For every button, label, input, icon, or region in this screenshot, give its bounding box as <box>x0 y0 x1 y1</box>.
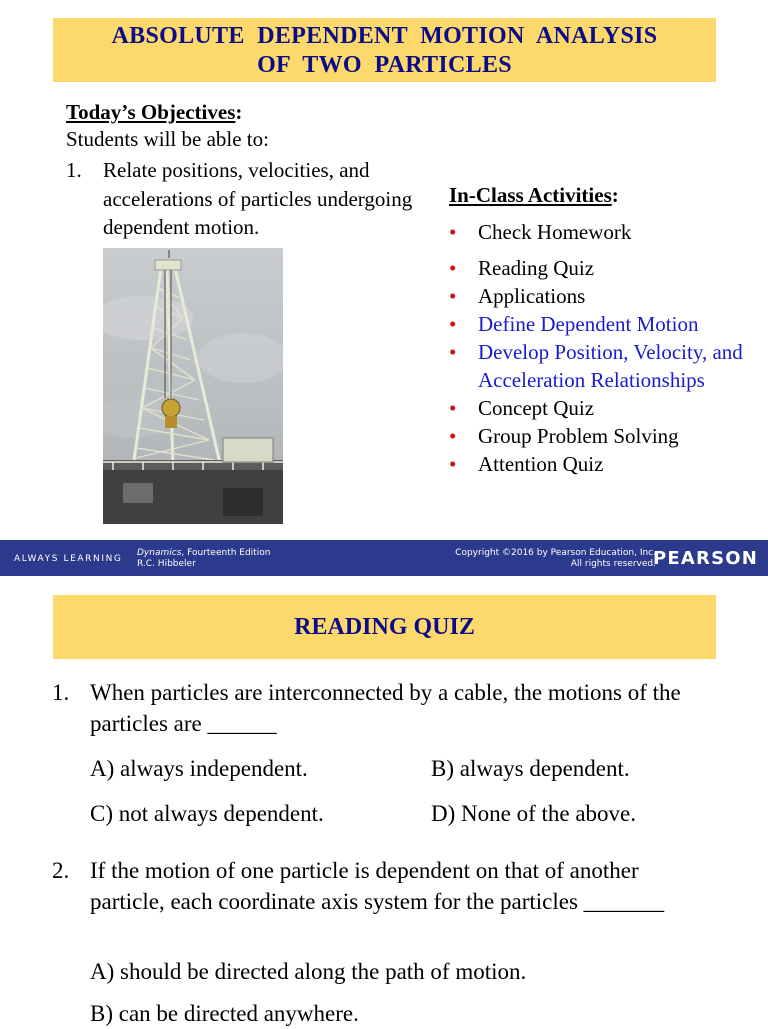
q1-option-d[interactable]: D) None of the above. <box>431 801 637 826</box>
bullet-icon: • <box>449 396 457 420</box>
objectives-heading <box>66 100 242 125</box>
activity-text: Attention Quiz <box>478 452 604 476</box>
q1-option-b[interactable]: B) always dependent. <box>431 756 630 781</box>
q1-option-a[interactable]: A) always independent. <box>90 756 308 781</box>
activity-text: Develop Position, Velocity, and Acceleration Relationships <box>478 340 743 392</box>
activity-item <box>449 422 749 450</box>
bullet-icon: • <box>449 340 457 364</box>
slide-title <box>53 18 716 82</box>
activity-text: Concept Quiz <box>478 396 595 420</box>
activity-text: Define Dependent Motion <box>478 312 699 336</box>
activity-text: Reading Quiz <box>478 256 595 280</box>
book-title: Dynamics <box>137 548 182 558</box>
title-line-1: ABSOLUTE DEPENDENT MOTION ANALYSIS <box>111 23 658 49</box>
bullet-icon: • <box>449 452 457 476</box>
bullet-icon: • <box>449 284 457 308</box>
objectives-heading-colon: : <box>235 100 243 124</box>
pearson-logo: PEARSON <box>652 548 758 569</box>
activity-item <box>449 218 749 246</box>
question-text: When particles are interconnected by a cable, the motions of the particles are ______ <box>90 680 681 736</box>
bullet-icon: • <box>449 256 457 280</box>
objectives-heading-text: Today’s Objectives <box>66 100 236 124</box>
activities-heading-text: In-Class Activities <box>449 183 612 207</box>
q2-option-b[interactable]: B) can be directed anywhere. <box>90 1001 359 1026</box>
copyright-line-1: Copyright ©2016 by Pearson Education, Inc. <box>455 548 656 558</box>
activity-item <box>449 338 749 394</box>
title-line-2: OF TWO PARTICLES <box>257 52 512 78</box>
copyright-notice <box>455 548 656 570</box>
drilling-rig-illustration <box>103 248 283 524</box>
activity-item <box>449 254 749 282</box>
activities-heading <box>449 183 619 208</box>
slide-reading-quiz <box>0 576 768 1024</box>
question-number: 1. <box>52 680 70 705</box>
bullet-icon: • <box>449 424 457 448</box>
activity-item <box>449 394 749 422</box>
book-author: R.C. Hibbeler <box>137 559 196 569</box>
q1-option-c[interactable]: C) not always dependent. <box>90 801 324 826</box>
activity-item <box>449 310 749 338</box>
objective-text: Relate positions, velocities, and accelerations of particles undergoing dependent motion. <box>103 158 413 239</box>
objectives-intro: Students will be able to: <box>66 127 269 151</box>
copyright-line-2: All rights reserved. <box>570 559 656 569</box>
activities-list <box>449 218 749 478</box>
q2-option-a[interactable]: A) should be directed along the path of motion. <box>90 959 527 984</box>
activity-item <box>449 450 749 478</box>
bullet-icon: • <box>449 220 457 244</box>
objective-number: 1. <box>66 158 82 182</box>
always-learning-tagline: ALWAYS LEARNING <box>14 554 123 564</box>
pearson-footer-bar <box>0 540 768 576</box>
book-edition: , Fourteenth Edition <box>181 548 271 558</box>
activity-item <box>449 282 749 310</box>
question-text: If the motion of one particle is dependent on that of another particle, each coordinate axis system for the particles _______ <box>90 858 665 914</box>
book-credit <box>137 548 270 570</box>
activity-text: Applications <box>478 284 586 308</box>
quiz-title: READING QUIZ <box>53 595 716 659</box>
activity-text: Group Problem Solving <box>478 424 679 448</box>
activity-text: Check Homework <box>478 220 632 244</box>
question-number: 2. <box>52 858 70 883</box>
activities-heading-colon: : <box>611 183 619 207</box>
bullet-icon: • <box>449 312 457 336</box>
drilling-rig-photo <box>103 248 283 524</box>
